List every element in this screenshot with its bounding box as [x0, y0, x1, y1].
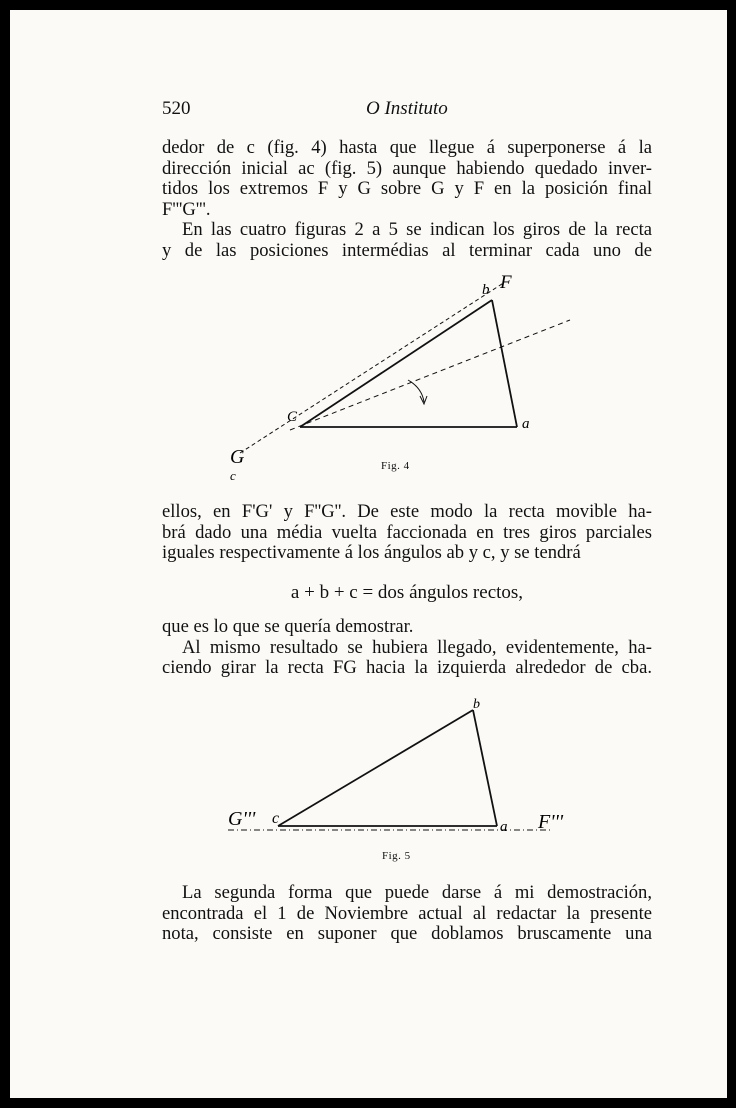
text-line: que es lo que se quería demostrar.	[162, 616, 414, 637]
fig4-label-a: a	[522, 416, 530, 432]
fig5-side-cb	[278, 710, 473, 826]
fig4-caption: Fig. 4	[381, 460, 410, 472]
text-line: nota, consiste en suponer que doblamos bruscamente una	[162, 923, 652, 944]
text-line: brá dado una média vuelta faccionada en tres giros parciales	[162, 521, 652, 543]
text-line: tidos los extremos F y G sobre G y F en la posición final	[162, 178, 652, 199]
fig5-label-f: F'''	[538, 811, 564, 833]
fig5-caption: Fig. 5	[382, 850, 411, 862]
fig4-label-f: F	[500, 272, 512, 293]
fig5-label-a: a	[500, 819, 508, 835]
text-line: La segunda forma que puede darse á mi demostración,	[182, 882, 652, 903]
fig4-label-b: b	[482, 282, 490, 298]
fig5-label-c: c	[272, 810, 280, 827]
paragraph-5	[162, 883, 652, 945]
formula: a + b + c = dos ángulos rectos,	[290, 582, 524, 603]
text-line: dedor de c (fig. 4) hasta que llegue á superponerse á la	[162, 137, 652, 158]
fig5-label-g: G'''	[228, 808, 256, 830]
text-line: F'''G'''.	[162, 198, 211, 220]
text-line: ciendo girar la recta FG hacia la izquierda alrededor de cba.	[162, 657, 652, 678]
text-line: encontrada el 1 de Noviembre actual al redactar la presente	[162, 902, 652, 924]
text-line: ellos, en F'G' y F''G''. De este modo la recta movible ha-	[162, 501, 652, 522]
fig4-label-c: C	[287, 409, 298, 425]
text-line: Al mismo resultado se hubiera llegado, evidentemente, ha-	[182, 636, 652, 658]
fig4-label-g: G	[230, 446, 245, 468]
text-line: iguales respectivamente á los ángulos ab y c, y se tendrá	[162, 542, 581, 563]
fig5-side-ab	[473, 710, 497, 826]
fig4-label-c2: c	[230, 468, 236, 483]
text-line: dirección inicial ac (fig. 5) aunque habiendo quedado inver-	[162, 157, 652, 179]
text-line: En las cuatro figuras 2 a 5 se indican los giros de la recta	[182, 219, 652, 240]
page-number: 520	[162, 98, 191, 119]
text-line: y de las posiciones intermédias al terminar cada uno de	[162, 239, 652, 261]
journal-title: O Instituto	[366, 98, 448, 119]
page	[10, 10, 727, 1098]
fig5-label-b: b	[473, 697, 480, 712]
